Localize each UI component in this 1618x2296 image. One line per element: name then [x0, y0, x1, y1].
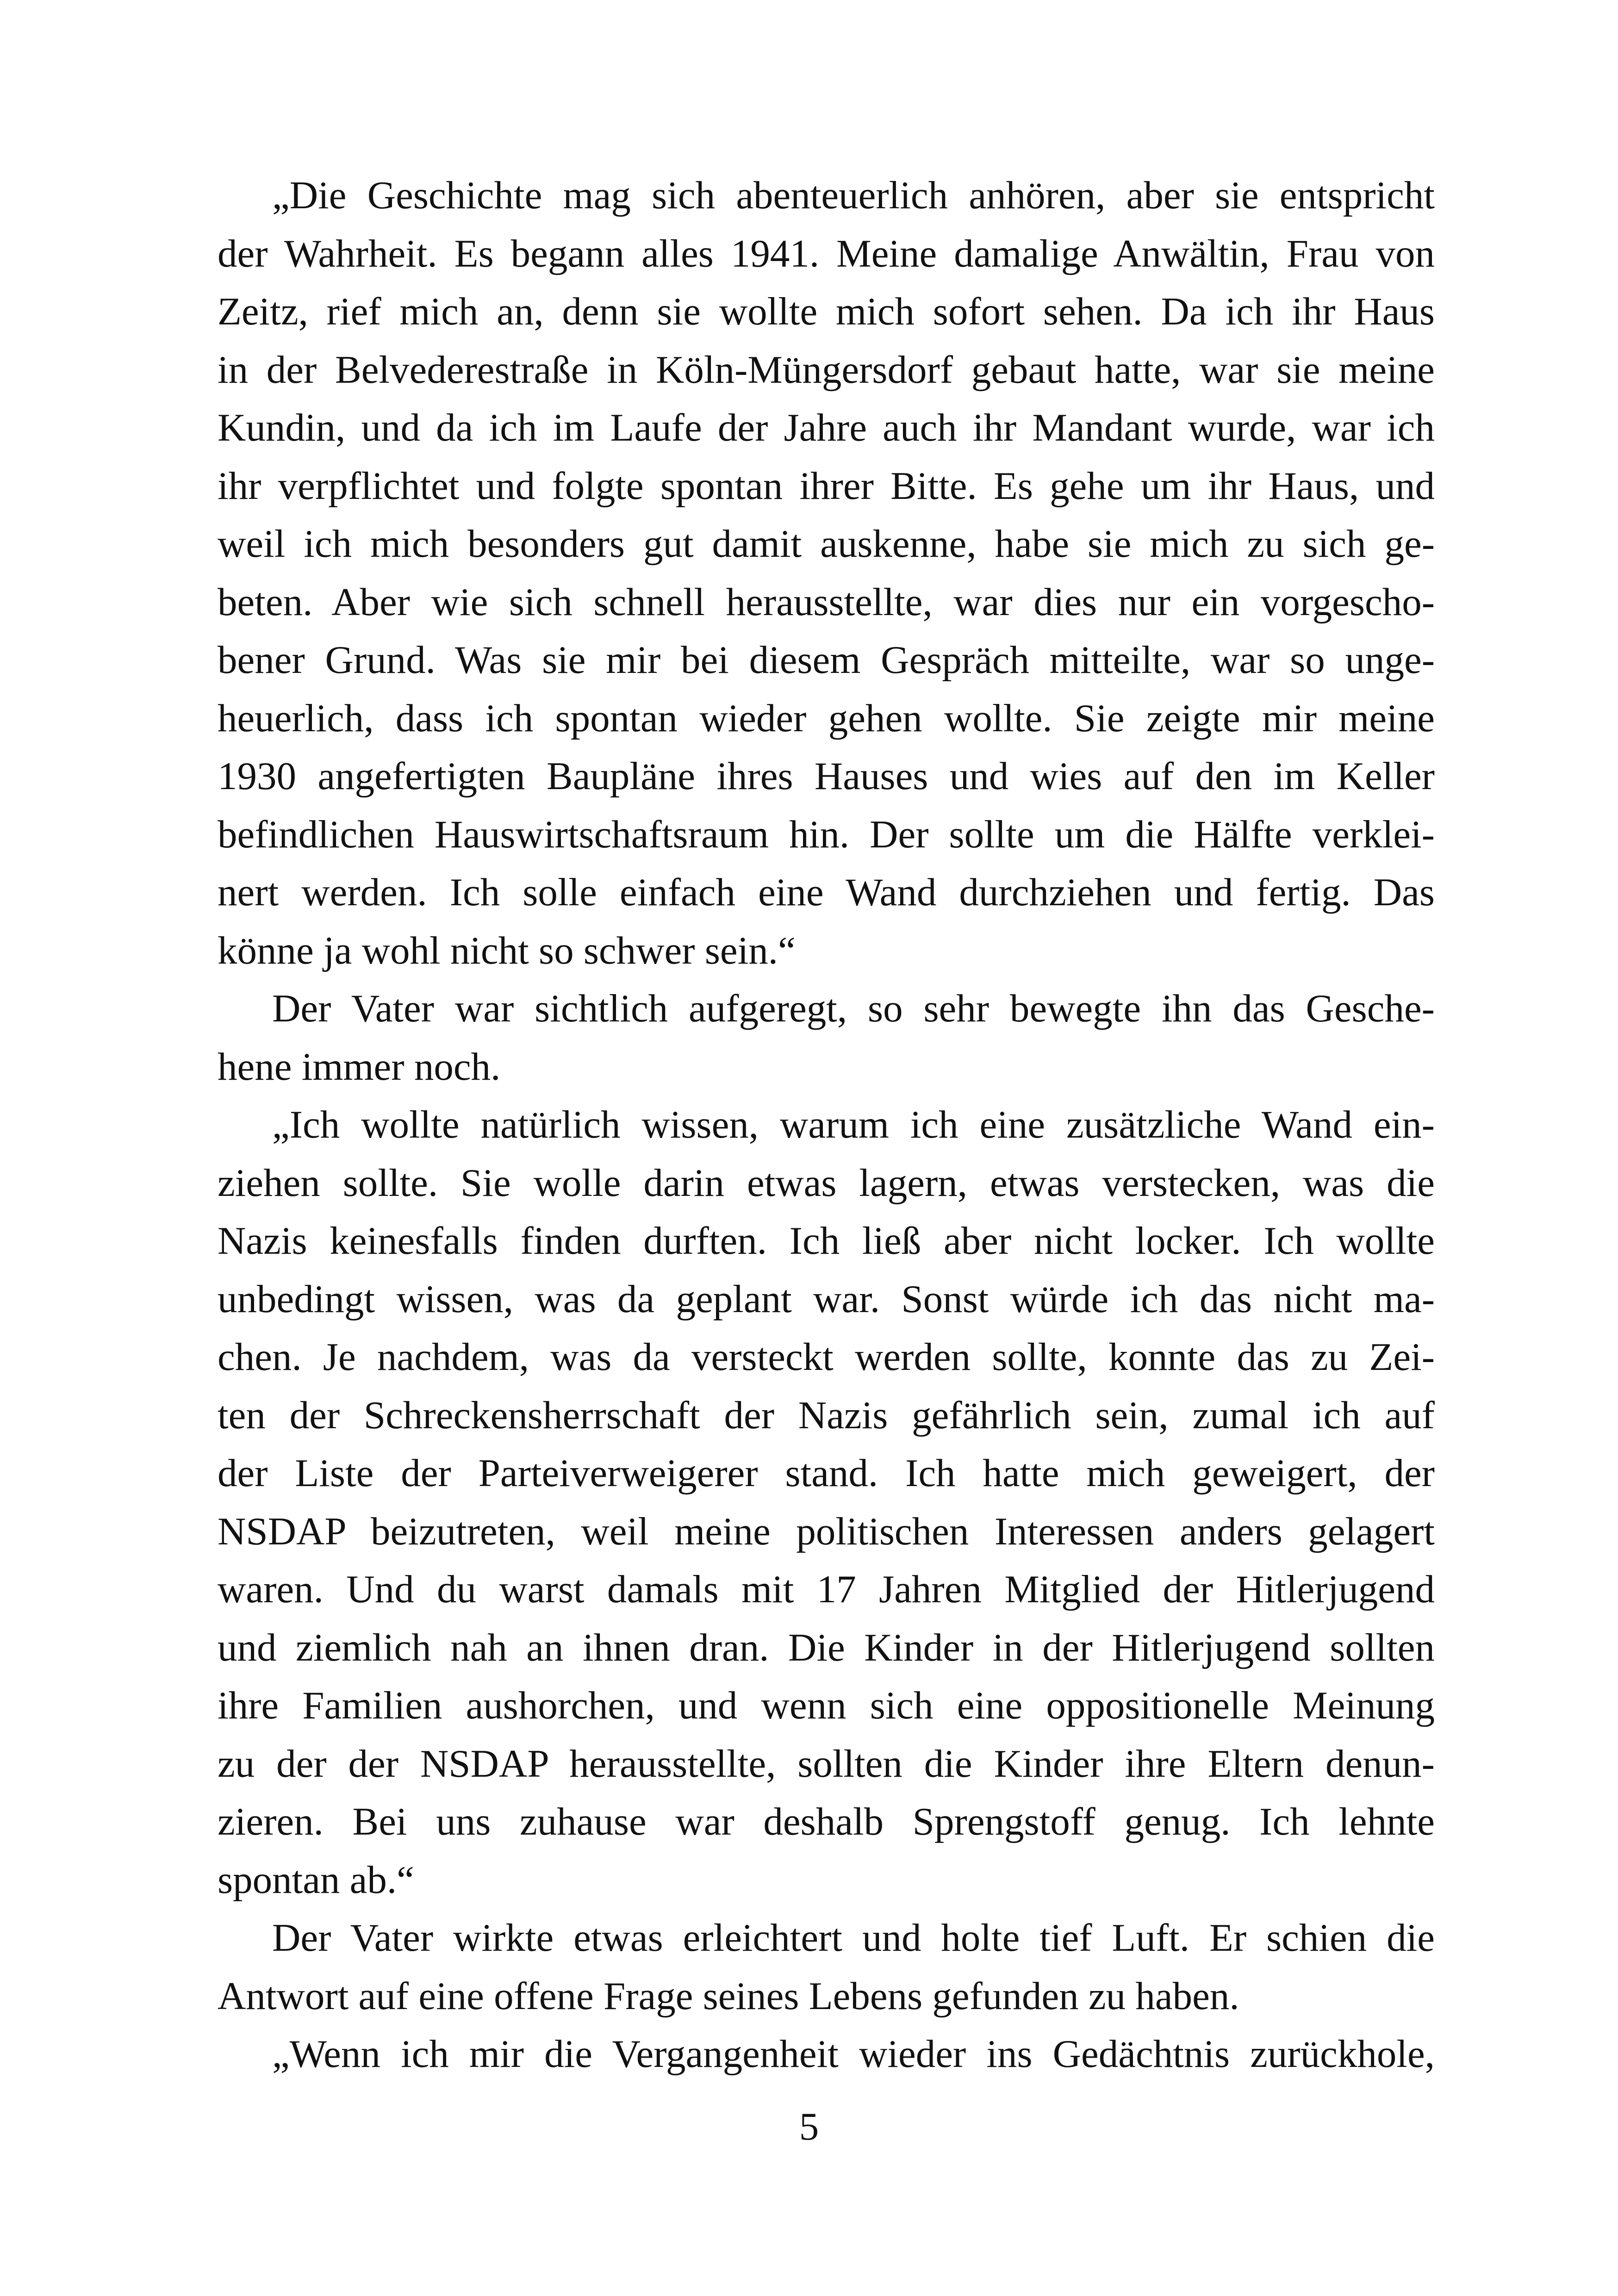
- text-line: weil ich mich besonders gut damit auskenne, habe sie mich zu sich ge-: [218, 522, 1435, 566]
- text-line: Der Vater wirkte etwas erleichtert und holte tief Luft. Er schien die: [272, 1916, 1435, 1960]
- text-line: ihre Familien aushorchen, und wenn sich eine oppositionelle Meinung: [218, 1684, 1435, 1727]
- text-line: Der Vater war sichtlich aufgeregt, so sehr bewegte ihn das Gesche-: [272, 987, 1435, 1030]
- page-number: 5: [799, 2105, 819, 2148]
- text-line: ten der Schreckensherrschaft der Nazis gefährlich sein, zumal ich auf: [218, 1393, 1435, 1437]
- text-line: chen. Je nachdem, was da versteckt werden sollte, konnte das zu Zei-: [218, 1335, 1435, 1379]
- text-line: Zeitz, rief mich an, denn sie wollte mich sofort sehen. Da ich ihr Haus: [218, 290, 1435, 333]
- text-line: unbedingt wissen, was da geplant war. Sonst würde ich das nicht ma-: [218, 1277, 1435, 1321]
- body-text: [218, 167, 1435, 2084]
- text-line: spontan ab.“: [218, 1858, 414, 1902]
- text-line: in der Belvederestraße in Köln-Müngersdorf gebaut hatte, war sie meine: [218, 348, 1435, 392]
- text-line: waren. Und du warst damals mit 17 Jahren Mitglied der Hitlerjugend: [218, 1568, 1435, 1611]
- text-line: Nazis keinesfalls finden durften. Ich ließ aber nicht locker. Ich wollte: [218, 1219, 1435, 1263]
- text-line: 1930 angefertigten Baupläne ihres Hauses und wies auf den im Keller: [218, 754, 1435, 798]
- text-line: Antwort auf eine offene Frage seines Lebens gefunden zu haben.: [218, 1974, 1239, 2018]
- text-line: könne ja wohl nicht so schwer sein.“: [218, 928, 796, 972]
- text-line: heuerlich, dass ich spontan wieder gehen wollte. Sie zeigte mir meine: [218, 696, 1435, 740]
- text-line: zieren. Bei uns zuhause war deshalb Sprengstoff genug. Ich lehnte: [218, 1800, 1435, 1843]
- text-line: der Liste der Parteiverweigerer stand. Ich hatte mich geweigert, der: [218, 1451, 1435, 1495]
- text-line: „Die Geschichte mag sich abenteuerlich anhören, aber sie entspricht: [272, 174, 1435, 217]
- text-line: ihr verpflichtet und folgte spontan ihrer Bitte. Es gehe um ihr Haus, und: [218, 464, 1435, 508]
- text-line: nert werden. Ich solle einfach eine Wand durchziehen und fertig. Das: [218, 871, 1435, 914]
- text-line: beten. Aber wie sich schnell herausstellte, war dies nur ein vorgescho-: [218, 580, 1435, 624]
- text-line: NSDAP beizutreten, weil meine politischen Interessen anders gelagert: [218, 1509, 1435, 1553]
- text-line: und ziemlich nah an ihnen dran. Die Kinder in der Hitlerjugend sollten: [218, 1625, 1435, 1669]
- text-line: befindlichen Hauswirtschaftsraum hin. Der sollte um die Hälfte verklei-: [218, 812, 1435, 856]
- text-line: bener Grund. Was sie mir bei diesem Gespräch mitteilte, war so unge-: [218, 638, 1435, 682]
- text-line: ziehen sollte. Sie wolle darin etwas lagern, etwas verstecken, was die: [218, 1161, 1435, 1205]
- text-line: „Ich wollte natürlich wissen, warum ich eine zusätzliche Wand ein-: [272, 1103, 1435, 1146]
- text-line: hene immer noch.: [218, 1045, 501, 1089]
- text-line: „Wenn ich mir die Vergangenheit wieder ins Gedächtnis zurückhole,: [272, 2032, 1435, 2076]
- text-line: Kundin, und da ich im Laufe der Jahre auch ihr Mandant wurde, war ich: [218, 406, 1435, 449]
- text-line: zu der der NSDAP herausstellte, sollten die Kinder ihre Eltern denun-: [218, 1742, 1435, 1786]
- text-line: der Wahrheit. Es begann alles 1941. Meine damalige Anwältin, Frau von: [218, 231, 1435, 275]
